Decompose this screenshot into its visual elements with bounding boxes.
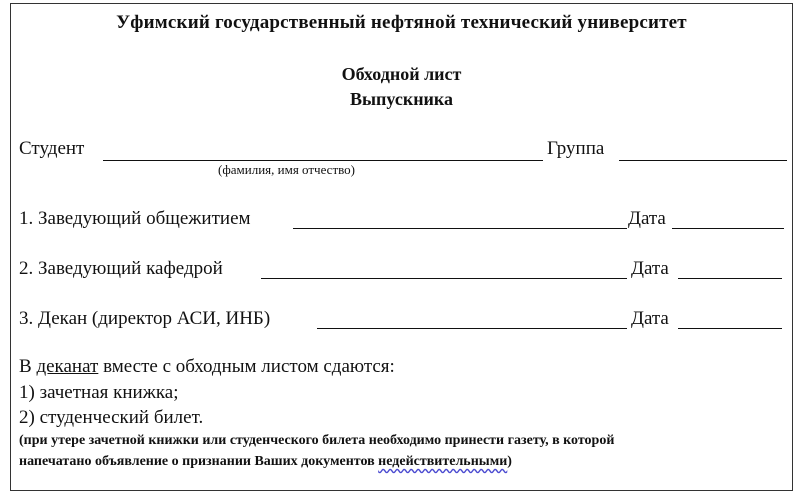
document-frame: [10, 3, 793, 491]
item-department-label: 2. Заведующий кафедрой: [19, 258, 223, 279]
student-label: Студент: [19, 138, 85, 159]
fio-hint: (фамилия, имя отчество): [218, 162, 356, 177]
item-department-date-line: [678, 278, 782, 279]
handover-suffix: вместе с обходным листом сдаются:: [98, 356, 395, 377]
handover-heading: [19, 356, 395, 378]
item-dormitory-signature-line: [293, 228, 627, 229]
group-line: [619, 160, 787, 161]
handover-item-record-book: 1) зачетная книжка;: [19, 382, 179, 403]
student-name-line: [103, 160, 543, 161]
item-dormitory-label: 1. Заведующий общежитием: [19, 208, 251, 229]
item-department-date-label: Дата: [631, 258, 669, 279]
item-dean-date-line: [678, 328, 782, 329]
document-title: Обходной лист: [341, 64, 462, 84]
handover-item-student-card: 2) студенческий билет.: [19, 407, 204, 428]
handover-prefix: В: [19, 356, 37, 377]
item-dean-signature-line: [317, 328, 627, 329]
note-line-1: (при утере зачетной книжки или студенческого билета необходимо принести газету, в которой: [19, 433, 615, 448]
university-name: Уфимский государственный нефтяной технический университет: [116, 12, 687, 33]
note-line-2-end: ): [507, 454, 512, 469]
item-dormitory-date-label: Дата: [628, 208, 666, 229]
note-line-2: [19, 454, 512, 470]
item-dormitory-date-line: [672, 228, 784, 229]
group-label: Группа: [547, 138, 605, 159]
handover-office: деканат: [36, 356, 99, 377]
note-line-2-start: напечатано объявление о признании Ваших документов: [19, 454, 379, 469]
item-dean-label: 3. Декан (директор АСИ, ИНБ): [19, 308, 271, 329]
note-invalid-word: недействительными: [378, 454, 508, 469]
document-subtitle: Выпускника: [349, 89, 454, 109]
item-dean-date-label: Дата: [631, 308, 669, 329]
item-department-signature-line: [261, 278, 627, 279]
